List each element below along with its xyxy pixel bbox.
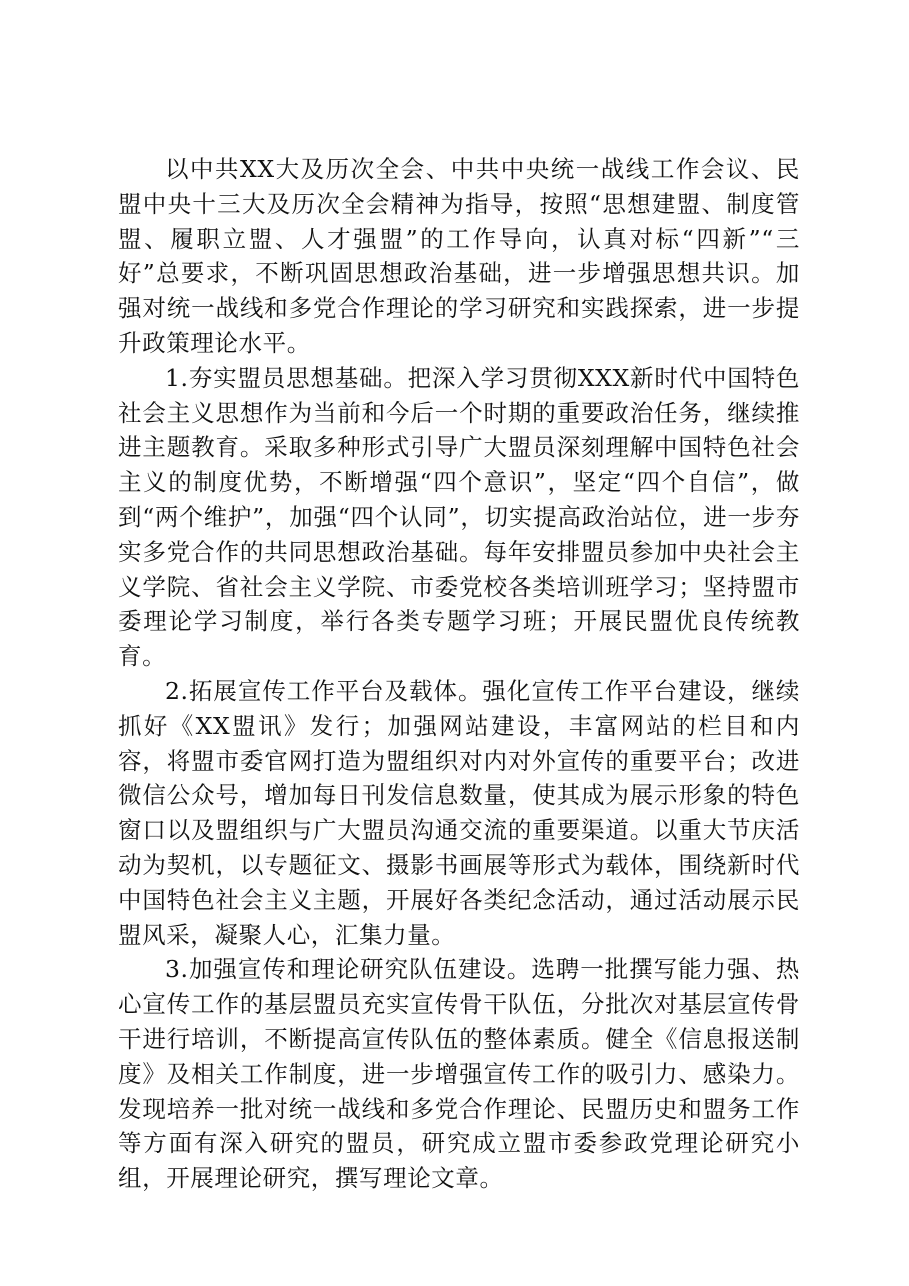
paragraph-item-3: 3.加强宣传和理论研究队伍建设。选聘一批撰写能力强、热心宣传工作的基层盟员充实宣传骨干队伍，分批次对基层宣传骨干进行培训，不断提高宣传队伍的整体素质。健全《信息报送制度》及相关工作制度，进一步增强宣传工作的吸引力、感染力。发现培养一批对统一战线和多党合作理论、民盟历史和盟务工作等方面有深入研究的盟员，研究成立盟市委参政党理论研究小组，开展理论研究，撰写理论文章。 (118, 955, 800, 1193)
paragraph-item-2: 2.拓展宣传工作平台及载体。强化宣传工作平台建设，继续抓好《XX盟讯》发行；加强网站建设，丰富网站的栏目和内容，将盟市委官网打造为盟组织对内对外宣传的重要平台；改进微信公众号，增加每日刊发信息数量，使其成为展示形象的特色窗口以及盟组织与广大盟员沟通交流的重要渠道。以重大节庆活动为契机，以专题征文、摄影书画展等形式为载体，围绕新时代中国特色社会主义主题，开展好各类纪念活动，通过活动展示民盟风采，凝聚人心，汇集力量。 (118, 676, 800, 949)
paragraph-item-1: 1.夯实盟员思想基础。把深入学习贯彻XXX新时代中国特色社会主义思想作为当前和今后一个时期的重要政治任务，继续推进主题教育。采取多种形式引导广大盟员深刻理解中国特色社会主义的制度优势，不断增强“四个意识”，坚定“四个自信”，做到“两个维护”，加强“四个认同”，切实提高政治站位，进一步夯实多党合作的共同思想政治基础。每年安排盟员参加中央社会主义学院、省社会主义学院、市委党校各类培训班学习；坚持盟市委理论学习制度，举行各类专题学习班；开展民盟优良传统教育。 (118, 363, 800, 671)
document-body (118, 152, 800, 1196)
intro-paragraph: 以中共XX大及历次全会、中共中央统一战线工作会议、民盟中央十三大及历次全会精神为指导，按照“思想建盟、制度管盟、履职立盟、人才强盟”的工作导向，认真对标“四新”“三好”总要求，不断巩固思想政治基础，进一步增强思想共识。加强对统一战线和多党合作理论的学习研究和实践探索，进一步提升政策理论水平。 (118, 155, 800, 357)
